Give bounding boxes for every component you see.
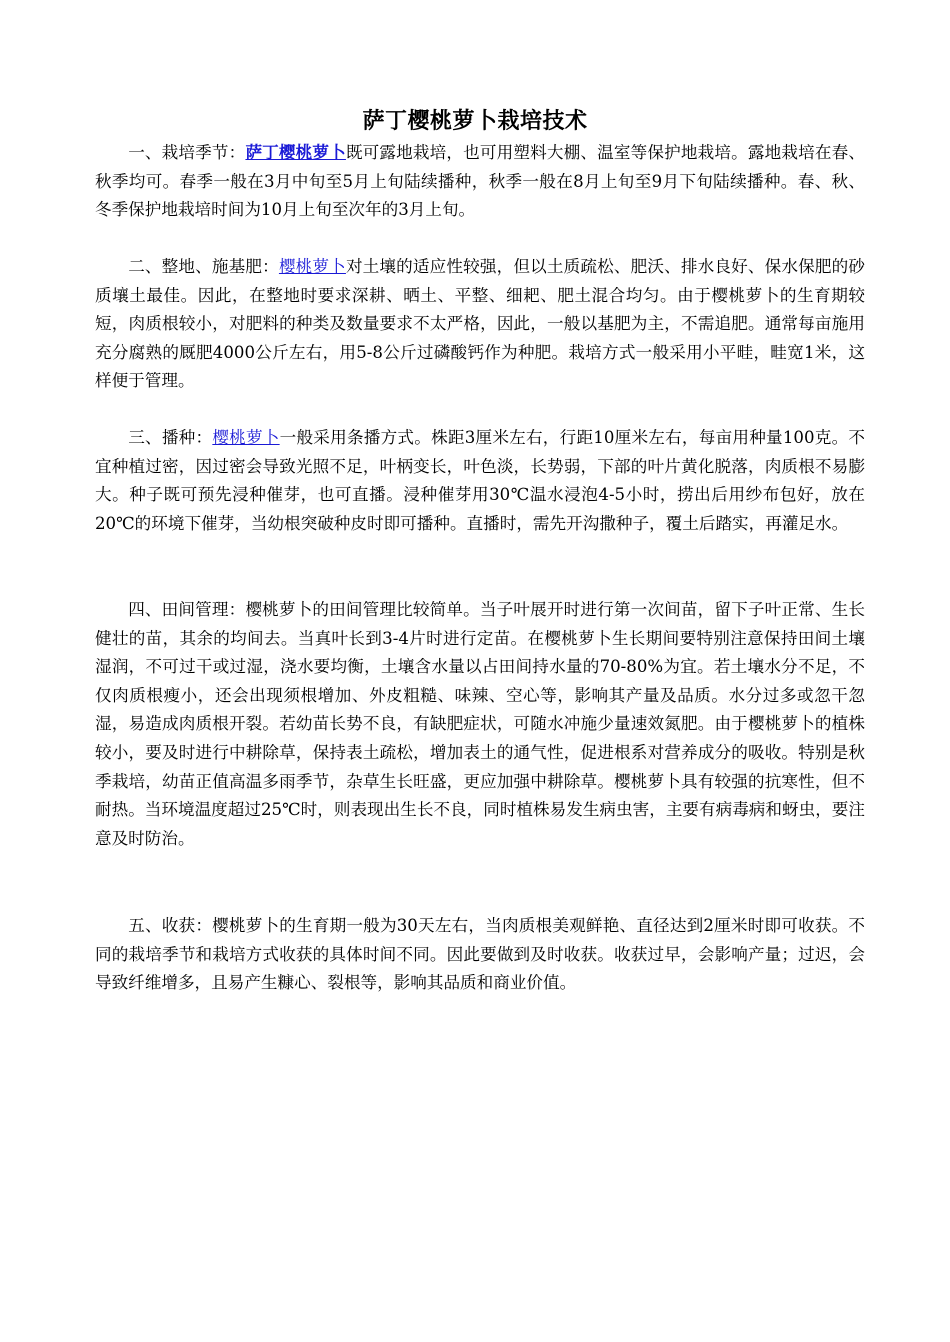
paragraph-soil-preparation (95, 253, 865, 396)
section-heading: 四、田间管理： (128, 600, 246, 619)
section-heading: 三、播种： (128, 428, 213, 447)
paragraph-body: 樱桃萝卜的田间管理比较简单。当子叶展开时进行第一次间苗，留下子叶正常、生长健壮的苗，其余的均间去。当真叶长到3-4片时进行定苗。在樱桃萝卜生长期间要特别注意保持田间土壤湿润，不可过干或过湿，浇水要均衡，土壤含水量以占田间持水量的70-80%为宜。若土壤水分不足，不仅肉质根瘦小，还会出现须根增加、外皮粗糙、味辣、空心等，影响其产量及品质。水分过多或忽干忽湿，易造成肉质根开裂。若幼苗长势不良，有缺肥症状，可随水冲施少量速效氮肥。由于樱桃萝卜的植株较小，要及时进行中耕除草，保持表土疏松，增加表土的通气性，促进根系对营养成分的吸收。特别是秋季栽培，幼苗正值高温多雨季节，杂草生长旺盛，更应加强中耕除草。樱桃萝卜具有较强的抗寒性，但不耐热。当环境温度超过25℃时，则表现出生长不良，同时植株易发生病虫害，主要有病毒病和蚜虫，要注意及时防治。 (95, 600, 866, 848)
section-heading: 五、收获： (128, 916, 213, 935)
paragraph-body: 对土壤的适应性较强，但以土质疏松、肥沃、排水良好、保水保肥的砂质壤土最佳。因此，在整地时要求深耕、晒土、平整、细耙、肥土混合均匀。由于樱桃萝卜的生育期较短，肉质根较小，对肥料的种类及数量要求不太严格，因此，一般以基肥为主，不需追肥。通常每亩施用充分腐熟的厩肥4000公斤左右，用5-8公斤过磷酸钙作为种肥。栽培方式一般采用小平畦，畦宽1米，这样便于管理。 (95, 257, 866, 391)
sading-cherry-radish-link[interactable]: 萨丁樱桃萝卜 (245, 142, 346, 162)
paragraph-body: 一般采用条播方式。株距3厘米左右，行距10厘米左右，每亩用种量100克。不宜种植过密，因过密会导致光照不足，叶柄变长，叶色淡，长势弱，下部的叶片黄化脱落，肉质根不易膨大。种子既可预先浸种催芽，也可直播。浸种催芽用30℃温水浸泡4-5小时，捞出后用纱布包好，放在20℃的环境下催芽，当幼根突破种皮时即可播种。直播时，需先开沟撒种子，覆土后踏实，再灌足水。 (95, 428, 866, 533)
cherry-radish-link[interactable]: 樱桃萝卜 (212, 428, 280, 447)
paragraph-cultivation-season (95, 138, 865, 225)
section-heading: 二、整地、施基肥： (128, 257, 279, 276)
cherry-radish-link[interactable]: 樱桃萝卜 (278, 257, 346, 276)
paragraph-field-management (95, 596, 865, 853)
paragraph-sowing (95, 424, 865, 538)
paragraph-body: 樱桃萝卜的生育期一般为30天左右，当肉质根美观鲜艳、直径达到2厘米时即可收获。不同的栽培季节和栽培方式收获的具体时间不同。因此要做到及时收获。收获过早，会影响产量；过迟，会导致纤维增多，且易产生糠心、裂根等，影响其品质和商业价值。 (95, 916, 866, 993)
section-heading: 一、栽培季节： (128, 143, 246, 162)
paragraph-body: 既可露地栽培，也可用塑料大棚、温室等保护地栽培。露地栽培在春、秋季均可。春季一般在3月中旬至5月上旬陆续播种，秋季一般在8月上旬至9月下旬陆续播种。春、秋、冬季保护地栽培时间为10月上旬至次年的3月上旬。 (95, 143, 866, 220)
paragraph-harvest (95, 912, 865, 998)
page-title: 萨丁樱桃萝卜栽培技术 (362, 108, 588, 134)
